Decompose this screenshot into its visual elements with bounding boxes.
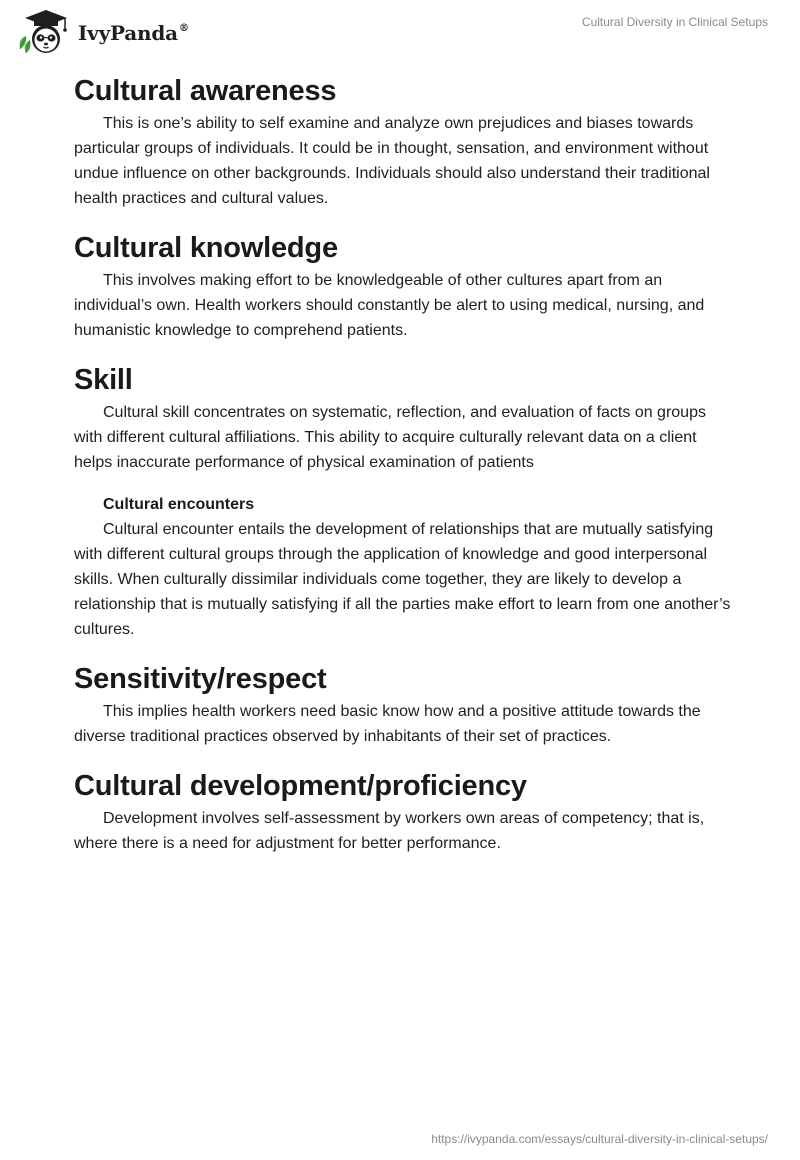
section-paragraph: This involves making effort to be knowledgeable of other cultures apart from an individual’s own. Health workers should constantly be alert to using medical, nursing, and humanistic knowledge to comprehend patients.: [74, 272, 705, 339]
section-heading: Skill: [74, 364, 133, 396]
section-paragraph: Cultural skill concentrates on systematic, reflection, and evaluation of facts on groups with different cultural affiliations. This ability to acquire culturally relevant data on a client helps inaccurate performance of physical examination of patients: [74, 404, 706, 471]
section-cultural-knowledge: [74, 228, 734, 343]
section-heading: Cultural awareness: [74, 75, 337, 107]
panda-graduate-icon: [14, 9, 76, 55]
essay-content: [74, 71, 734, 856]
brand-name: IvyPanda: [78, 21, 178, 45]
subsection-paragraph: Cultural encounter entails the development of relationships that are mutually satisfying with different cultural groups through the application of knowledge and good interpersonal skills. When culturally dissimilar individuals come together, they are likely to develop a relationship that is mutually satisfying if all the parties make effort to learn from one another’s cultures.: [74, 521, 731, 638]
section-skill: [74, 360, 734, 642]
section-heading: Cultural development/proficiency: [74, 770, 527, 802]
ivypanda-logo[interactable]: [14, 9, 189, 55]
registered-mark: ®: [178, 23, 189, 34]
section-cultural-awareness: [74, 71, 734, 211]
section-heading: Cultural knowledge: [74, 232, 338, 264]
section-sensitivity-respect: [74, 659, 734, 749]
section-cultural-development: [74, 766, 734, 856]
document-title: Cultural Diversity in Clinical Setups: [581, 15, 768, 29]
subsection-heading: Cultural encounters: [103, 496, 255, 513]
section-paragraph: Development involves self-assessment by workers own areas of competency; that is, where there is a need for adjustment for better performance.: [74, 810, 705, 852]
page-header: [0, 0, 800, 60]
section-paragraph: This implies health workers need basic know how and a positive attitude towards the diverse traditional practices observed by inhabitants of their set of practices.: [74, 703, 701, 745]
section-heading: Sensitivity/respect: [74, 663, 327, 695]
source-url[interactable]: https://ivypanda.com/essays/cultural-diversity-in-clinical-setups/: [431, 1132, 768, 1146]
section-paragraph: This is one’s ability to self examine and analyze own prejudices and biases towards particular groups of individuals. It could be in thought, sensation, and environment without undue influence on other backgrounds. Individuals should also understand their traditional health practices and cultural values.: [74, 115, 710, 207]
